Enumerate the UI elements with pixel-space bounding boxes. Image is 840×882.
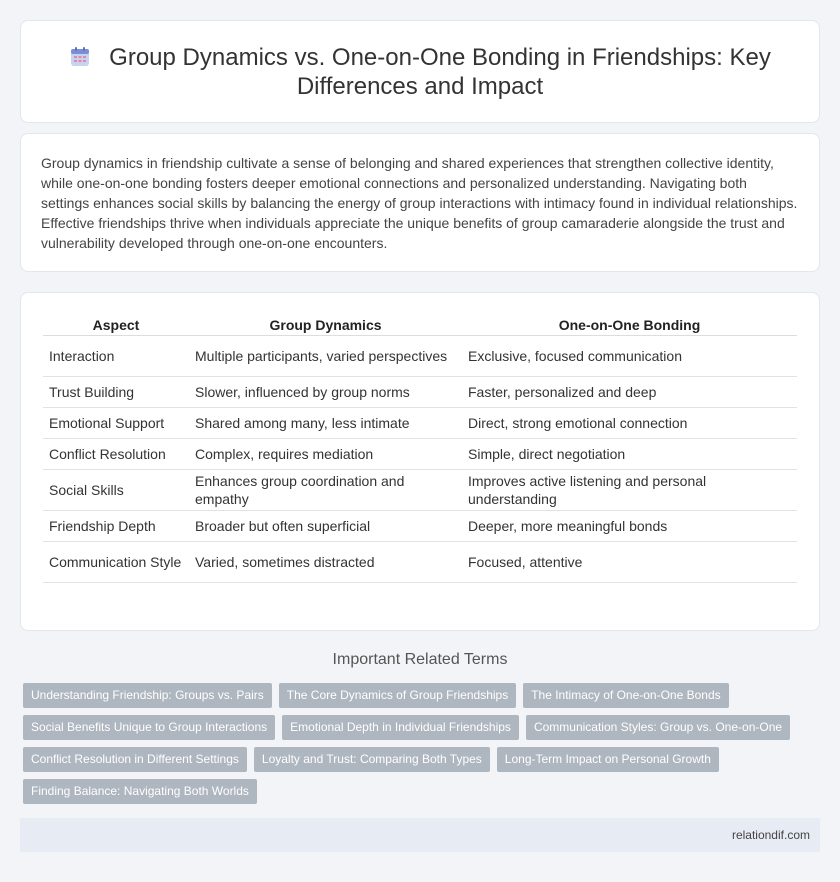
header-aspect: Aspect (43, 313, 189, 335)
cell-one-on-one: Exclusive, focused communication (462, 335, 797, 376)
cell-aspect: Conflict Resolution (43, 438, 189, 469)
cell-aspect: Communication Style (43, 541, 189, 582)
cell-one-on-one: Direct, strong emotional connection (462, 407, 797, 438)
table-row (43, 335, 797, 376)
comparison-table (43, 313, 797, 583)
cell-group: Shared among many, less intimate (189, 407, 462, 438)
cell-group: Complex, requires mediation (189, 438, 462, 469)
related-tag[interactable]: Finding Balance: Navigating Both Worlds (23, 779, 257, 804)
table-row (43, 407, 797, 438)
related-tags (23, 683, 813, 811)
related-tag[interactable]: The Core Dynamics of Group Friendships (279, 683, 516, 708)
related-tag[interactable]: Long-Term Impact on Personal Growth (497, 747, 719, 772)
table-row (43, 510, 797, 541)
table-row (43, 438, 797, 469)
table-row (43, 541, 797, 582)
related-tag[interactable]: The Intimacy of One-on-One Bonds (523, 683, 728, 708)
page-title (21, 43, 819, 101)
footer-site-link[interactable]: relationdif.com (731, 828, 810, 842)
cell-one-on-one: Improves active listening and personal understanding (462, 469, 797, 510)
page-title-text: Group Dynamics vs. One-on-One Bonding in Friendships: Key Differences and Impact (109, 43, 771, 100)
related-tag[interactable]: Communication Styles: Group vs. One-on-One (526, 715, 790, 740)
related-tag[interactable]: Loyalty and Trust: Comparing Both Types (254, 747, 490, 772)
comparison-card (20, 292, 820, 631)
cell-group: Multiple participants, varied perspectives (189, 335, 462, 376)
cell-aspect: Interaction (43, 335, 189, 376)
related-tag[interactable]: Social Benefits Unique to Group Interactions (23, 715, 275, 740)
related-tag[interactable]: Emotional Depth in Individual Friendships (282, 715, 519, 740)
cell-aspect: Friendship Depth (43, 510, 189, 541)
cell-one-on-one: Faster, personalized and deep (462, 376, 797, 407)
header-group-dynamics: Group Dynamics (189, 313, 462, 335)
cell-group: Enhances group coordination and empathy (189, 469, 462, 510)
table-header-row (43, 313, 797, 335)
intro-paragraph: Group dynamics in friendship cultivate a sense of belonging and shared experiences that strengthen collective identity, while one-on-one bonding fosters deeper emotional connections and personalized understanding. Navigating both settings enhances social skills by balancing the energy of group interactions with intimacy found in individual relationships. Effective friendships thrive when individuals appreciate the unique benefits of group camaraderie alongside the trust and vulnerability developed through one-on-one encounters. (41, 155, 798, 251)
table-row (43, 376, 797, 407)
cell-one-on-one: Simple, direct negotiation (462, 438, 797, 469)
intro-card (20, 133, 820, 272)
related-tag[interactable]: Conflict Resolution in Different Settings (23, 747, 247, 772)
cell-group: Slower, influenced by group norms (189, 376, 462, 407)
cell-group: Broader but often superficial (189, 510, 462, 541)
related-terms-title: Important Related Terms (332, 651, 508, 668)
cell-one-on-one: Focused, attentive (462, 541, 797, 582)
cell-group: Varied, sometimes distracted (189, 541, 462, 582)
cell-one-on-one: Deeper, more meaningful bonds (462, 510, 797, 541)
cell-aspect: Trust Building (43, 376, 189, 407)
related-tag[interactable]: Understanding Friendship: Groups vs. Pairs (23, 683, 272, 708)
header-card (20, 20, 820, 123)
cell-aspect: Emotional Support (43, 407, 189, 438)
calendar-icon (69, 46, 91, 68)
footer (20, 818, 820, 852)
table-row (43, 469, 797, 510)
cell-aspect: Social Skills (43, 469, 189, 510)
header-one-on-one: One-on-One Bonding (462, 313, 797, 335)
